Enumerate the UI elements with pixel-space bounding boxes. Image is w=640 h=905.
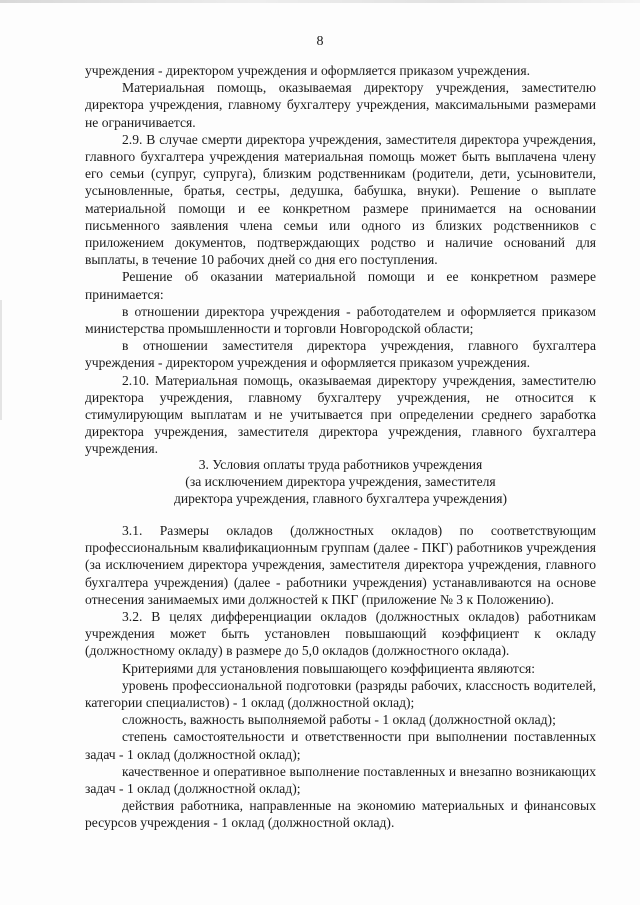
- paragraph: 3.2. В целях дифференциации окладов (должностных окладов) работникам учреждения может быть установлен повышающий коэффициент к окладу (должностному окладу) в размере до 5,0 окладов (должностного оклада).: [85, 609, 596, 659]
- paragraph: уровень профессиональной подготовки (разряды рабочих, классность водителей, категории специалистов) - 1 оклад (должностной оклад);: [85, 677, 596, 711]
- paragraph: в отношении директора учреждения - работодателем и оформляется приказом министерства промышленности и торговли Новгородской области;: [85, 303, 596, 337]
- paragraph: Критериями для установления повышающего коэффициента являются:: [122, 660, 536, 676]
- paragraph-list-top: [85, 62, 596, 458]
- paragraph: в отношении заместителя директора учреждения, главного бухгалтера учреждения - директором учреждения и оформляется приказом учреждения.: [85, 338, 596, 371]
- paragraph: 3.1. Размеры окладов (должностных окладов) по соответствующим профессиональным квалификационным группам (далее - ПКГ) работников учреждения (за исключением директора учреждения, заместителя директора учреждения, главного бухгалтера учреждения) (далее - работники учреждения) устанавливаются на основе отнесения занимаемых ими должностей к ПКГ (приложение № 3 к Положению).: [85, 523, 596, 607]
- paragraph: Материальная помощь, оказываемая директору учреждения, заместителю директора учреждения, главному бухгалтеру учреждения, максимальными размерами не ограничивается.: [85, 80, 596, 130]
- paragraph: 2.9. В случае смерти директора учреждения, заместителя директора учреждения, главного бухгалтера учреждения материальная помощь может быть выплачена члену его семьи (супруг, супруга), близким родственникам (родители, дети, усыновители, усыновленные, братья, сестры, дедушка, бабушка, внуки). Решение о выплате материальной помощи и ее конкретном размере принимается на основании письменного заявления члена семьи или одного из близких родственников с приложением документов, подтверждающих родство и наличие оснований для выплаты, в течение 10 рабочих дней со дня его поступления.: [85, 131, 596, 268]
- paragraph: учреждения - директором учреждения и оформляется приказом учреждения.: [85, 63, 531, 78]
- scan-margin-artifact: [0, 300, 2, 420]
- paragraph: Решение об оказании материальной помощи и ее конкретном размере принимается:: [85, 269, 596, 302]
- paragraph: сложность, важность выполняемой работы - 1 оклад (должностной оклад);: [122, 712, 556, 728]
- paragraph: 2.10. Материальная помощь, оказываемая директору учреждения, заместителю директора учреждения, главному бухгалтеру учреждения, не относится к стимулирующим выплатам и не учитывается при определении среднего заработка директора учреждения, заместителя директора учреждения, главного бухгалтера учреждения.: [85, 372, 596, 457]
- section-heading-block: [85, 456, 596, 508]
- section-heading: [85, 456, 596, 508]
- section-heading-line: директора учреждения, главного бухгалтера учреждения): [173, 491, 508, 507]
- paragraph-list-bottom: [85, 522, 596, 832]
- text-block-top: [85, 62, 596, 458]
- paragraph: действия работника, направленные на экономию материальных и финансовых ресурсов учреждения - 1 оклад (должностной оклад).: [85, 798, 596, 831]
- text-block-bottom: [85, 522, 596, 832]
- page-number: 8: [316, 34, 324, 49]
- section-heading-line: 3. Условия оплаты труда работников учреждения: [198, 457, 483, 472]
- scan-edge-artifact: [0, 0, 640, 3]
- section-heading-line: (за исключением директора учреждения, заместителя: [185, 474, 496, 490]
- paragraph: качественное и оперативное выполнение поставленных и внезапно возникающих задач - 1 оклад (должностной оклад);: [85, 763, 596, 797]
- paragraph: степень самостоятельности и ответственности при выполнении поставленных задач - 1 оклад (должностной оклад);: [85, 729, 596, 762]
